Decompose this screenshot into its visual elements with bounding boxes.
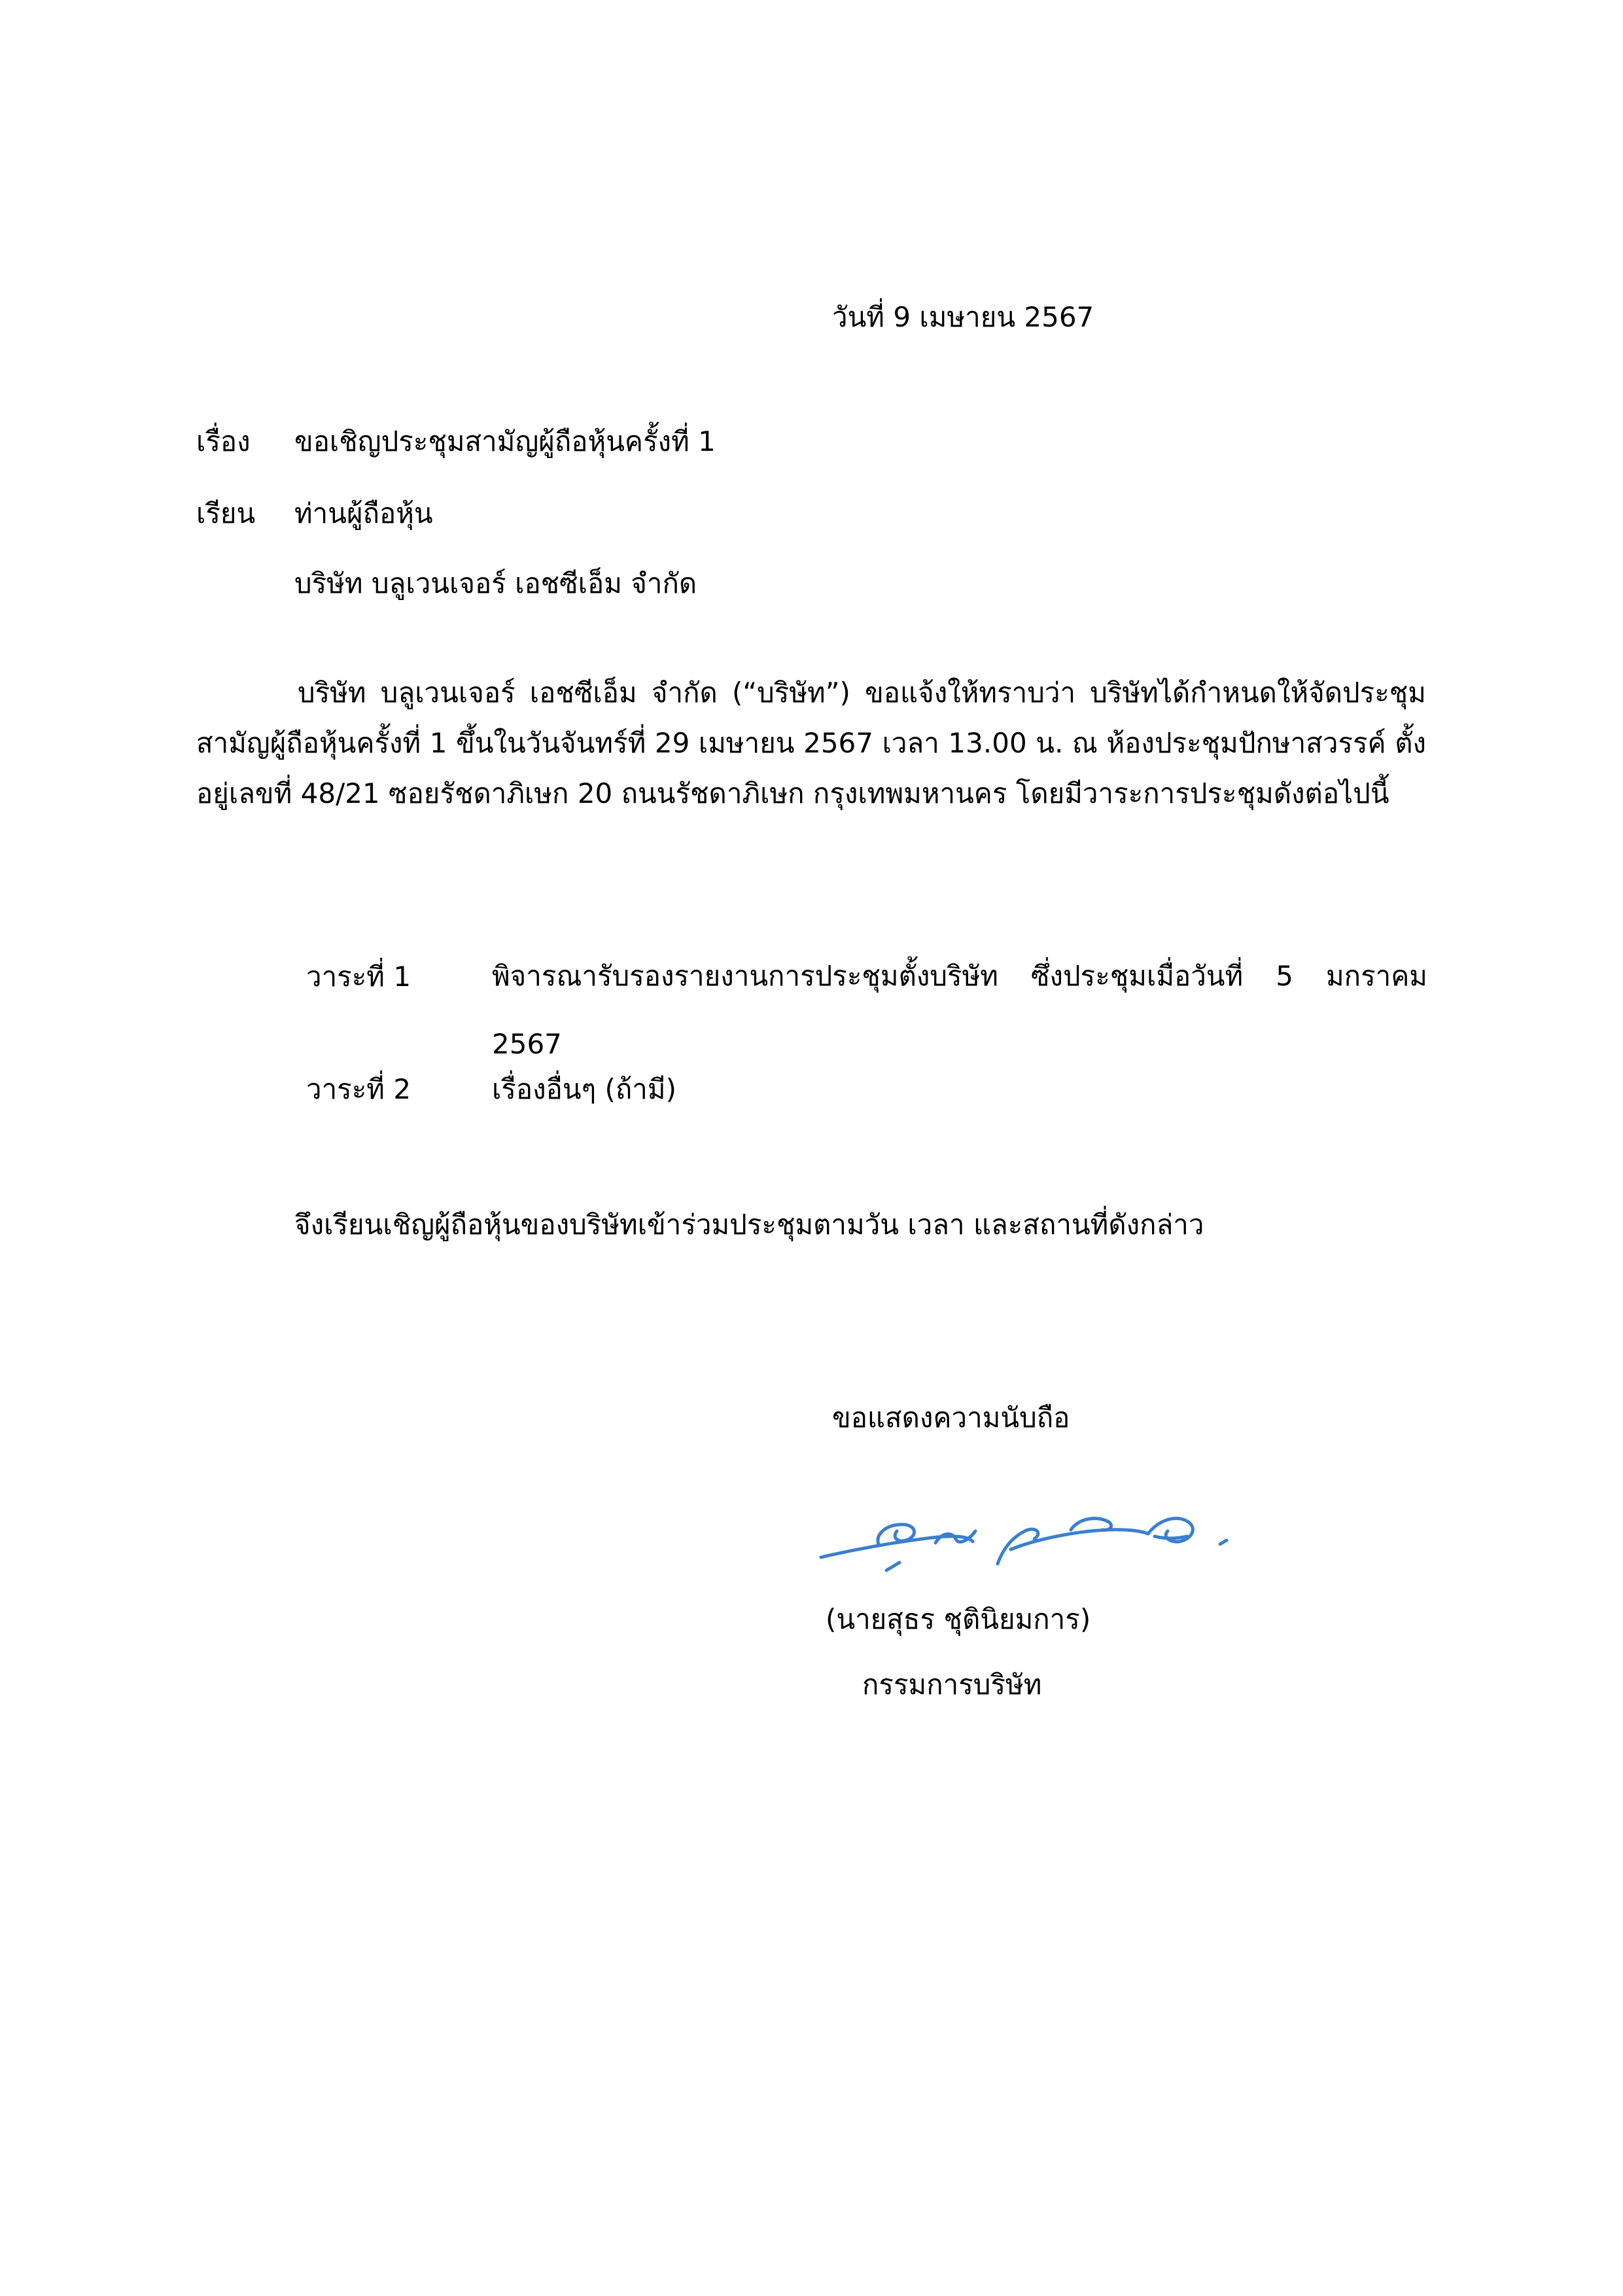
closing-text: ขอแสดงความนับถือ bbox=[832, 1402, 1070, 1434]
to-recipient: ท่านผู้ถือหุ้น bbox=[294, 497, 433, 529]
signer-title: กรรมการบริษัท bbox=[862, 1669, 1042, 1701]
agenda-1-label: วาระที่ 1 bbox=[306, 961, 411, 993]
agenda-2-label: วาระที่ 2 bbox=[306, 1073, 411, 1105]
body-text: บริษัท บลูเวนเจอร์ เอชซีเอ็ม จำกัด (“บริษัท”) ขอแจ้งให้ทราบว่า บริษัทได้กำหนดให้จัดประชุมสามัญผู้ถือหุ้นครั้งที่ 1 ขึ้นในวันจันทร์ที่ 29 เมษายน 2567 เวลา 13.00 น. ณ ห้องประชุมปักษาสวรรค์ ตั้งอยู่เลขที่ 48/21 ซอยรัชดาภิเษก 20 ถนนรัชดาภิเษก กรุงเทพมหานคร โดยมีวาระการประชุมดังต่อไปนี้ bbox=[196, 677, 1426, 809]
signature-image bbox=[801, 1466, 1259, 1590]
to-company: บริษัท บลูเวนเจอร์ เอชซีเอ็ม จำกัด bbox=[294, 567, 697, 599]
signer-name: (นายสุธร ชุตินิยมการ) bbox=[826, 1603, 1091, 1635]
subject-label: เรื่อง bbox=[196, 425, 251, 457]
body-paragraph bbox=[196, 667, 1426, 819]
to-label: เรียน bbox=[196, 497, 256, 529]
agenda-2-text: เรื่องอื่นๆ (ถ้ามี) bbox=[492, 1073, 676, 1105]
invitation-text: จึงเรียนเชิญผู้ถือหุ้นของบริษัทเข้าร่วมประชุมตามวัน เวลา และสถานที่ดังกล่าว bbox=[294, 1209, 1204, 1241]
letter-date: วันที่ 9 เมษายน 2567 bbox=[832, 301, 1094, 333]
agenda-1-text: พิจารณารับรองรายงานการประชุมตั้งบริษัท ซึ่งประชุมเมื่อวันที่ 5 มกราคม 2567 bbox=[492, 960, 1427, 1060]
subject-text: ขอเชิญประชุมสามัญผู้ถือหุ้นครั้งที่ 1 bbox=[294, 425, 716, 457]
